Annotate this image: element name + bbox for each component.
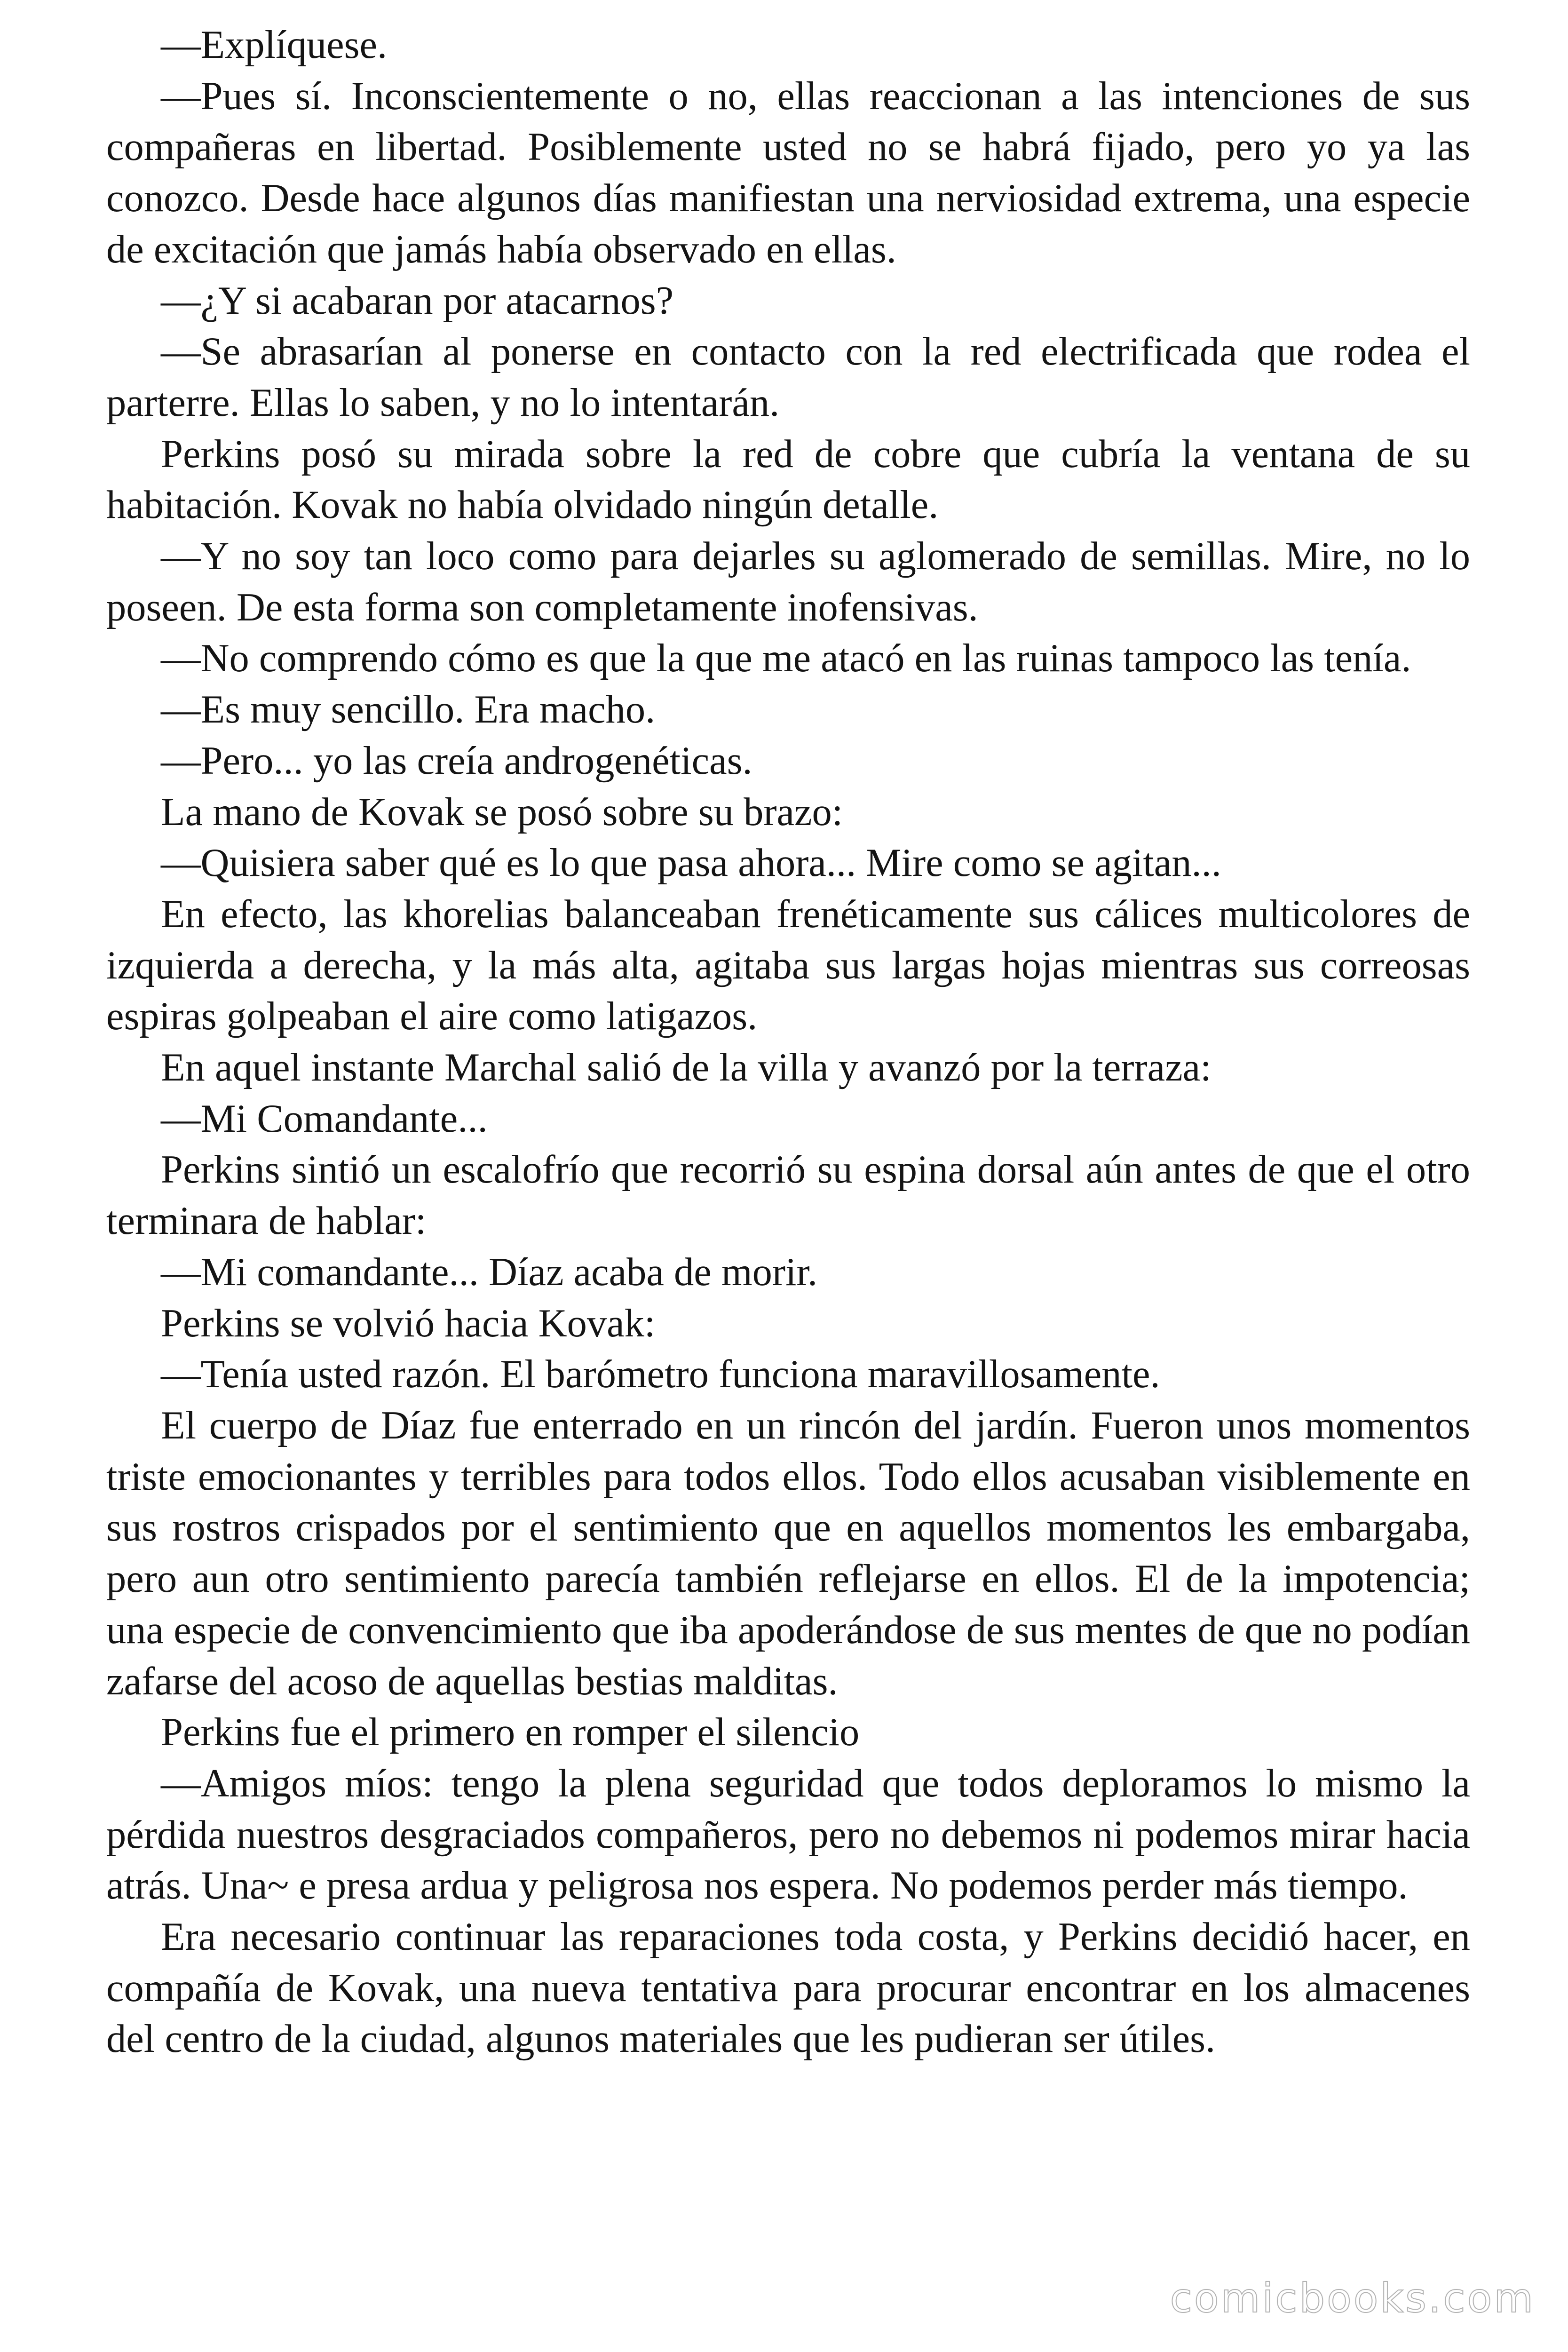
paragraph: —¿Y si acabaran por atacarnos?	[161, 278, 674, 323]
paragraph: Perkins se volvió hacia Kovak:	[161, 1301, 656, 1345]
paragraph: Era necesario continuar las reparaciones toda costa, y Perkins decidió hacer, en compañía de Kovak, una nueva tentativa para procurar encontrar en los almacenes del centro de la ciudad, algunos materiales que les pudieran ser útiles.	[106, 1915, 1470, 2061]
paragraph: —Mi Comandante...	[161, 1097, 488, 1141]
paragraph: —Es muy sencillo. Era macho.	[161, 688, 656, 732]
paragraph: La mano de Kovak se posó sobre su brazo:	[161, 790, 843, 834]
paragraph: Perkins posó su mirada sobre la red de cobre que cubría la ventana de su habitación. Kovak no había olvidado ningún detalle.	[106, 432, 1470, 527]
paragraph: —Explíquese.	[161, 23, 388, 67]
paragraph: —Se abrasarían al ponerse en contacto con la red electrificada que rodea el parterre. Ellas lo saben, y no lo intentarán.	[106, 330, 1470, 425]
paragraph: El cuerpo de Díaz fue enterrado en un rincón del jardín. Fueron unos momentos triste emocionantes y terribles para todos ellos. Todo ellos acusaban visiblemente en sus rostros crispados por el sentimiento que en aquellos momentos les embargaba, pero aun otro sentimiento parecía también reflejarse en ellos. El de la impotencia; una especie de convencimiento que iba apoderándose de sus mentes de que no podían zafarse del acoso de aquellas bestias malditas.	[106, 1403, 1470, 1703]
paragraph: —Pero... yo las creía androgenéticas.	[161, 739, 752, 783]
paragraph: En aquel instante Marchal salió de la villa y avanzó por la terraza:	[161, 1046, 1212, 1090]
paragraph: —Y no soy tan loco como para dejarles su aglomerado de semillas. Mire, no lo poseen. De esta forma son completamente inofensivas.	[106, 534, 1470, 629]
paragraph: —Mi comandante... Díaz acaba de morir.	[161, 1250, 818, 1294]
paragraph: —Amigos míos: tengo la plena seguridad que todos deploramos lo mismo la pérdida nuestros desgraciados compañeros, pero no debemos ni podemos mirar hacia atrás. Una~ e presa ardua y peligrosa nos espera. No podemos perder más tiempo.	[106, 1761, 1470, 1908]
paragraph: —No comprendo cómo es que la que me atacó en las ruinas tampoco las tenía.	[161, 636, 1411, 681]
paragraph: —Pues sí. Inconscientemente o no, ellas reaccionan a las intenciones de sus compañeras en libertad. Posiblemente usted no se habrá fijado, pero yo ya las conozco. Desde hace algunos días manifiestan una nerviosidad extrema, una especie de excitación que jamás había observado en ellas.	[106, 74, 1470, 271]
paragraph: —Tenía usted razón. El barómetro funciona maravillosamente.	[161, 1352, 1160, 1397]
book-page-text	[106, 20, 1470, 2065]
paragraph: En efecto, las khorelias balanceaban frenéticamente sus cálices multicolores de izquierda a derecha, y la más alta, agitaba sus largas hojas mientras sus correosas espiras golpeaban el aire como latigazos.	[106, 892, 1470, 1039]
paragraph: Perkins fue el primero en romper el silencio	[161, 1710, 860, 1755]
paragraph: —Quisiera saber qué es lo que pasa ahora... Mire como se agitan...	[161, 841, 1221, 885]
watermark-text: comicbooks.com	[1170, 2275, 1535, 2322]
paragraph: Perkins sintió un escalofrío que recorrió su espina dorsal aún antes de que el otro terminara de hablar:	[106, 1148, 1470, 1243]
